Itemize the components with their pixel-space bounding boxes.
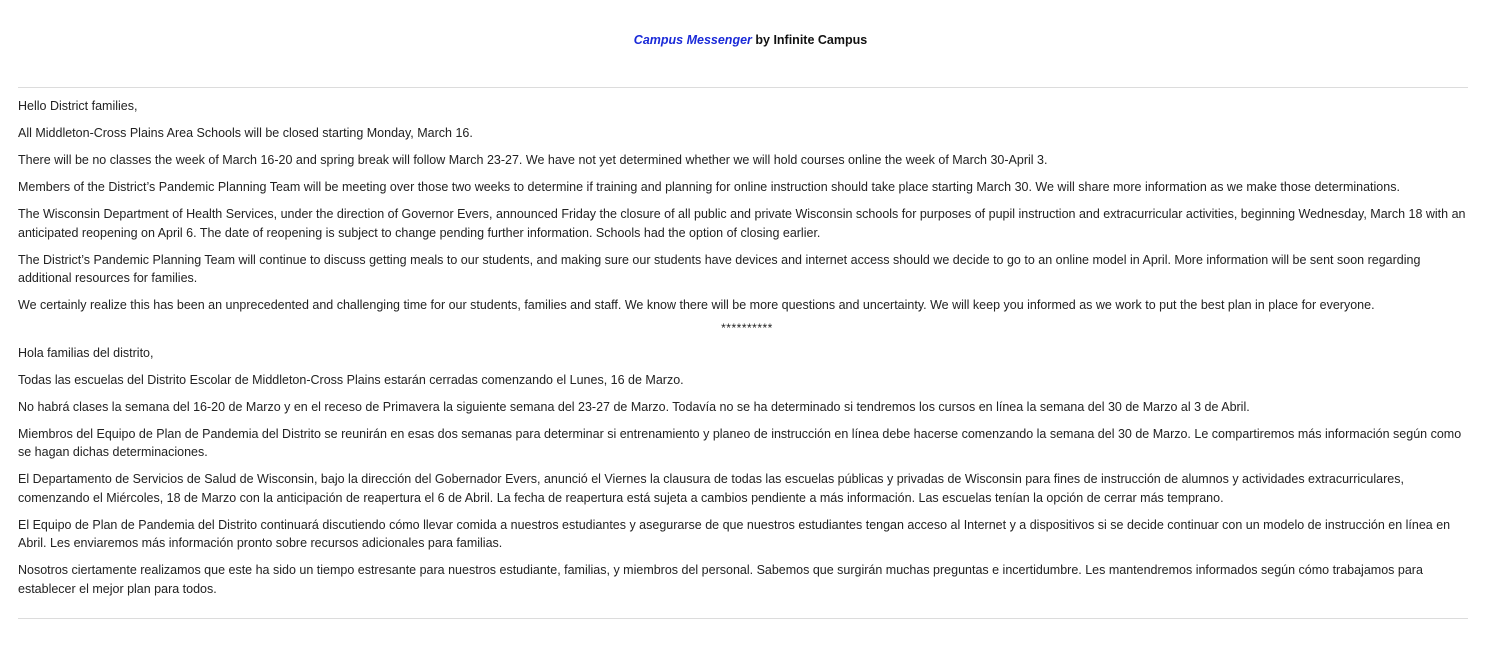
english-paragraph: Members of the District’s Pandemic Planning Team will be meeting over those two weeks to determine if training and planning for online instruction should take place starting March 30. We will share more information as we make those determinations. — [18, 180, 1400, 194]
header-suffix: by Infinite Campus — [751, 33, 868, 47]
spanish-paragraph: No habrá clases la semana del 16-20 de Marzo y en el receso de Primavera la siguiente semana del 23-27 de Marzo. Todavía no se ha determinado si tendremos los cursos en línea la semana del 30 de Marzo al 3 de Abril. — [18, 399, 1250, 414]
top-divider — [18, 87, 1468, 88]
spanish-greeting: Hola familias del distrito, — [18, 345, 154, 360]
english-greeting: Hello District families, — [18, 99, 138, 113]
spanish-paragraph: Todas las escuelas del Distrito Escolar de Middleton-Cross Plains estarán cerradas comenzando el Lunes, 16 de Marzo. — [18, 372, 684, 387]
bottom-divider — [18, 618, 1468, 619]
english-paragraph: The Wisconsin Department of Health Services, under the direction of Governor Evers, announced Friday the closure of all public and private Wisconsin schools for purposes of pupil instruction and extracurricular activities, beginning Wednesday, March 18 with an anticipated reopening on April 6. The date of reopening is subject to change pending further information. Schools had the option of closing earlier. — [18, 207, 1466, 240]
campus-messenger-brand: Campus Messenger — [633, 33, 752, 47]
spanish-paragraph: El Equipo de Plan de Pandemia del Distrito continuará discutiendo cómo llevar comida a nuestros estudiantes y asegurarse de que nuestros estudiantes tengan acceso al Internet y a dispositivos si se decide continuar con un modelo de instrucción en línea en Abril. Les enviaremos más información pronto sobre recursos adicionales para familias. — [18, 517, 1451, 550]
message-body — [18, 97, 1476, 607]
spanish-paragraph: Nosotros ciertamente realizamos que este ha sido un tiempo estresante para nuestros estudiante, familias, y miembros del personal. Sabemos que surgirán muchas preguntas e incertidumbre. Les mantendremos informados según cómo trabajamos para establecer el mejor plan para todos. — [18, 563, 1423, 596]
english-paragraph: There will be no classes the week of March 16-20 and spring break will follow March 23-27. We have not yet determined whether we will hold courses online the week of March 30-April 3. — [18, 153, 1048, 167]
english-paragraph: We certainly realize this has been an unprecedented and challenging time for our students, families and staff. We know there will be more questions and uncertainty. We will keep you informed as we work to put the best plan in place for everyone. — [18, 298, 1375, 312]
language-separator: ********** — [721, 321, 773, 335]
english-paragraph: All Middleton-Cross Plains Area Schools will be closed starting Monday, March 16. — [18, 126, 473, 140]
spanish-paragraph: El Departamento de Servicios de Salud de Wisconsin, bajo la dirección del Gobernador Evers, anunció el Viernes la clausura de todas las escuelas públicas y privadas de Wisconsin para fines de instrucción de alumnos y actividades extracurriculares, comenzando el Miércoles, 18 de Marzo con la anticipación de reapertura el 6 de Abril. La fecha de reapertura está sujeta a cambios pendiente a más información. Las escuelas tenían la opción de cerrar más temprano. — [18, 472, 1404, 505]
spanish-paragraph: Miembros del Equipo de Plan de Pandemia del Distrito se reunirán en esas dos semanas para determinar si entrenamiento y planeo de instrucción en línea debe hacerse comenzando la semana del 30 de Marzo. Le compartiremos más información según como se hagan dichas determinaciones. — [18, 426, 1462, 459]
english-paragraph: The District’s Pandemic Planning Team will continue to discuss getting meals to our students, and making sure our students have devices and internet access should we decide to go to an online model in April. More information will be sent soon regarding additional resources for families. — [18, 252, 1421, 285]
message-header — [0, 31, 1501, 49]
